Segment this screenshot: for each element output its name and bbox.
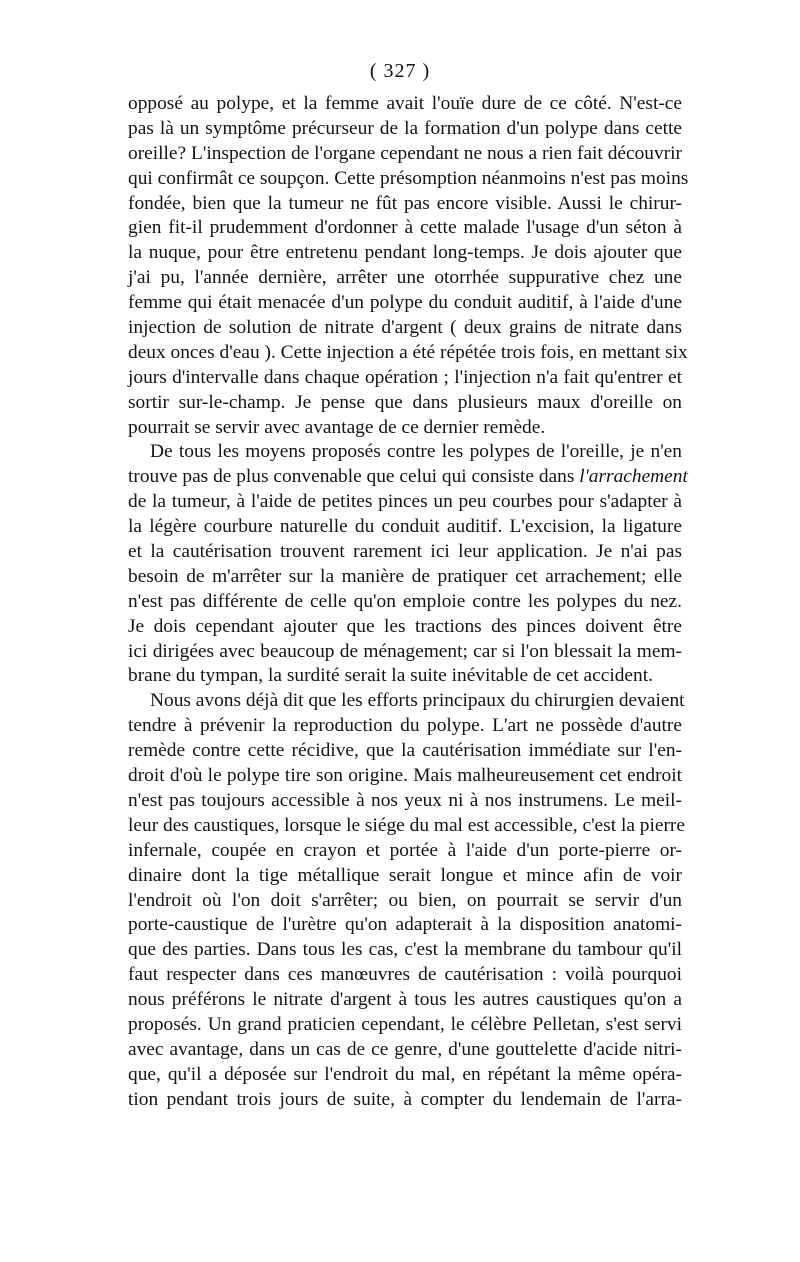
- text-line: [128, 938, 682, 963]
- text-line: [128, 664, 682, 689]
- text-line: [128, 192, 682, 217]
- text-line: [128, 764, 682, 789]
- text-line: [128, 565, 682, 590]
- text-line-content: la légère courbure naturelle du conduit auditif. L'excision, la ligature: [128, 516, 682, 538]
- text-line: [128, 117, 682, 142]
- text-line: [128, 540, 682, 565]
- text-line-content: droit d'où le polype tire son origine. Mais malheureusement cet endroit: [128, 765, 682, 787]
- text-line: [128, 366, 682, 391]
- text-line-content: jours d'intervalle dans chaque opération ; l'injection n'a fait qu'entrer et: [128, 366, 682, 388]
- text-line-content: faut respecter dans ces manœuvres de cautérisation : voilà pourquoi: [128, 964, 682, 986]
- text-line: [128, 640, 682, 665]
- text-line: [128, 739, 682, 764]
- text-line-content: injection de solution de nitrate d'argent ( deux grains de nitrate dans: [128, 317, 682, 339]
- text-line-content: trouve pas de plus convenable que celui qui consiste dans: [128, 466, 580, 488]
- text-line-content: de la tumeur, à l'aide de petites pinces un peu courbes pour s'adapter à: [128, 491, 682, 513]
- text-line-content: pas là un symptôme précurseur de la formation d'un polype dans cette: [128, 117, 682, 139]
- text-line-content: ici dirigées avec beaucoup de ménagement; car si l'on blessait la mem-: [128, 640, 682, 662]
- text-line: [128, 465, 688, 490]
- text-line-content: porte-caustique de l'urètre qu'on adapterait à la disposition anatomi-: [128, 914, 682, 936]
- text-line: [128, 266, 682, 291]
- text-line-content: remède contre cette récidive, que la cautérisation immédiate sur l'en-: [128, 740, 682, 762]
- text-line: [128, 92, 682, 117]
- text-line-content: sortir sur-le-champ. Je pense que dans plusieurs maux d'oreille on: [128, 391, 682, 413]
- page-number: ( 327 ): [369, 60, 431, 82]
- text-line: [128, 216, 682, 241]
- text-line-content: que, qu'il a déposée sur l'endroit du mal, en répétant la même opéra-: [128, 1063, 682, 1085]
- text-line: [128, 291, 682, 316]
- text-line: [128, 913, 682, 938]
- text-line: [128, 490, 682, 515]
- text-line: [128, 1088, 682, 1113]
- text-line-content: brane du tympan, la surdité serait la suite inévitable de cet accident.: [128, 665, 653, 687]
- text-line-content: tendre à prévenir la reproduction du polype. L'art ne possède d'autre: [128, 715, 682, 737]
- text-line-content: besoin de m'arrêter sur la manière de pratiquer cet arrachement; elle: [128, 565, 682, 587]
- text-line: [128, 839, 682, 864]
- text-line: [128, 1038, 682, 1063]
- text-line: [128, 714, 682, 739]
- text-line-content: femme qui était menacée d'un polype du conduit auditif, à l'aide d'une: [128, 292, 682, 314]
- text-line-content: deux onces d'eau ). Cette injection a été répétée trois fois, en mettant six: [128, 341, 688, 363]
- text-line-content: infernale, coupée en crayon et portée à l'aide d'un porte-pierre or-: [128, 839, 682, 861]
- text-line-content: opposé au polype, et la femme avait l'ouïe dure de ce côté. N'est-ce: [128, 93, 682, 114]
- text-line-content: et la cautérisation trouvent rarement ici leur application. Je n'ai pas: [128, 541, 682, 563]
- text-line-content: n'est pas différente de celle qu'on emploie contre les polypes du nez.: [128, 590, 682, 612]
- text-line: [128, 814, 685, 839]
- text-line: [128, 167, 689, 192]
- text-line: [128, 316, 682, 341]
- text-line-content: gien fit-il prudemment d'ordonner à cette malade l'usage d'un séton à: [128, 217, 682, 239]
- text-line: [128, 241, 682, 266]
- text-line-content: Nous avons déjà dit que les efforts principaux du chirurgien devaient: [150, 690, 685, 712]
- text-line: [128, 864, 682, 889]
- text-line: [128, 889, 682, 914]
- text-line: [128, 615, 682, 640]
- text-line-content: nous préférons le nitrate d'argent à tous les autres caustiques qu'on a: [128, 989, 682, 1011]
- text-line-content: fondée, bien que la tumeur ne fût pas encore visible. Aussi le chirur-: [128, 192, 682, 214]
- text-line: [128, 1013, 682, 1038]
- body-text: [128, 92, 689, 1113]
- text-line-content: dinaire dont la tige métallique serait longue et mince afin de voir: [128, 864, 682, 886]
- text-line: [128, 391, 682, 416]
- text-line-content: Je dois cependant ajouter que les tractions des pinces doivent être: [128, 615, 682, 637]
- text-line-content: n'est pas toujours accessible à nos yeux ni à nos instrumens. Le meil-: [128, 789, 682, 811]
- text-line: [128, 590, 682, 615]
- text-line-content: la nuque, pour être entretenu pendant long-temps. Je dois ajouter que: [128, 242, 682, 264]
- text-line-content: proposés. Un grand praticien cependant, le célèbre Pelletan, s'est servi: [128, 1013, 682, 1035]
- text-line: [128, 142, 682, 167]
- text-line: [128, 440, 682, 465]
- text-line: [128, 963, 682, 988]
- text-line: [128, 515, 682, 540]
- text-line: [128, 1063, 682, 1088]
- text-line-content: j'ai pu, l'année dernière, arrêter une otorrhée suppurative chez une: [128, 267, 682, 289]
- text-line: [128, 988, 682, 1013]
- text-line: [128, 789, 682, 814]
- text-line-content: pourrait se servir avec avantage de ce dernier remède.: [128, 416, 546, 438]
- text-line-content: oreille? L'inspection de l'organe cependant ne nous a rien fait découvrir: [128, 142, 682, 164]
- text-line-content: tion pendant trois jours de suite, à compter du lendemain de l'arra-: [128, 1088, 682, 1110]
- text-line-content: leur des caustiques, lorsque le siége du mal est accessible, c'est la pierre: [128, 814, 685, 836]
- text-line-content: avec avantage, dans un cas de ce genre, d'une gouttelette d'acide nitri-: [128, 1038, 682, 1060]
- text-line: [128, 416, 682, 441]
- text-line: [128, 689, 685, 714]
- text-line-content: l'endroit où l'on doit s'arrêter; ou bien, on pourrait se servir d'un: [128, 889, 682, 911]
- text-line-content: qui confirmât ce soupçon. Cette présomption néanmoins n'est pas moins: [128, 167, 689, 189]
- italic-word: l'arrachement: [579, 466, 688, 488]
- text-line-content: que des parties. Dans tous les cas, c'est la membrane du tambour qu'il: [128, 939, 682, 961]
- text-line: [128, 341, 688, 366]
- text-line-content: De tous les moyens proposés contre les polypes de l'oreille, je n'en: [150, 441, 682, 463]
